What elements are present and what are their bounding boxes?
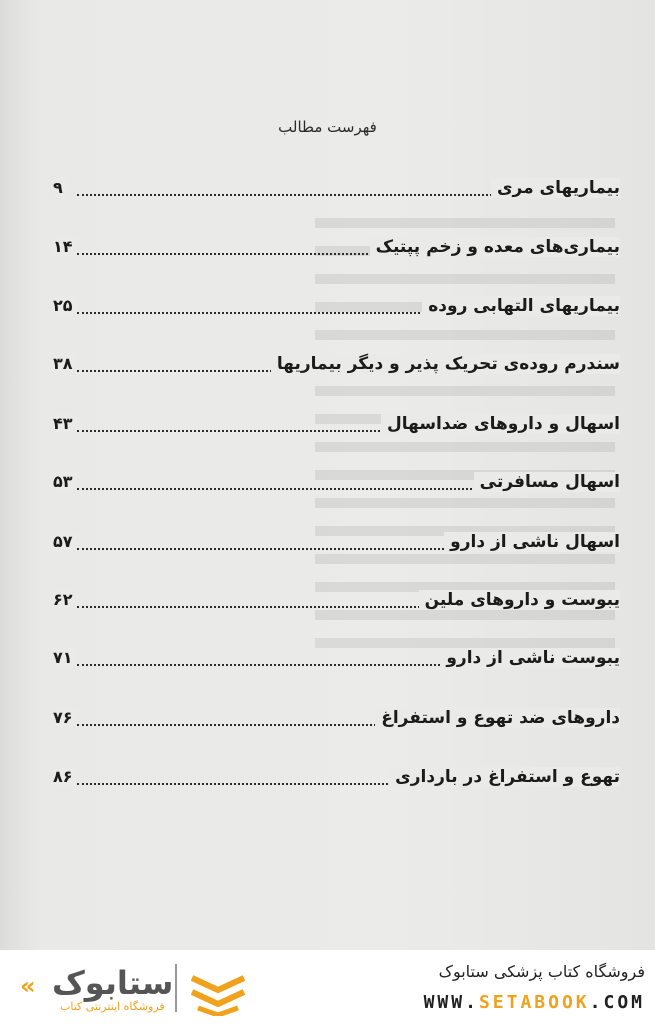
toc-entry-title: اسهال مسافرتی bbox=[474, 472, 620, 492]
toc-entry[interactable] bbox=[55, 696, 620, 732]
toc-entry-page: ۸۶ bbox=[53, 767, 77, 786]
toc-entry[interactable] bbox=[55, 225, 620, 261]
toc-entry-page: ۵۷ bbox=[53, 532, 77, 551]
url-prefix: WWW. bbox=[423, 992, 479, 1013]
toc-entry-page: ۹ bbox=[53, 178, 67, 197]
toc-entry-page: ۷۶ bbox=[53, 708, 77, 727]
store-url[interactable] bbox=[424, 992, 645, 1013]
toc-entry-title: بیماریهای مری bbox=[491, 178, 620, 198]
toc-entry-title: بیماری‌های معده و زخم پپتیک bbox=[370, 237, 620, 257]
book-stack-icon bbox=[188, 972, 248, 1016]
toc-entry-title: یبوست و داروهای ملین bbox=[419, 590, 620, 610]
toc-entry[interactable] bbox=[55, 460, 620, 496]
toc-entry[interactable] bbox=[55, 520, 620, 556]
toc-entry-page: ۱۴ bbox=[53, 237, 77, 256]
toc-entry-title: یبوست ناشی از دارو bbox=[440, 648, 620, 668]
toc-entry-title: داروهای ضد تهوع و استفراغ bbox=[375, 708, 620, 728]
store-name: فروشگاه کتاب پزشکی ستابوک bbox=[438, 962, 645, 981]
toc-entry[interactable] bbox=[55, 578, 620, 614]
toc-entry-title: سندرم روده‌ی تحریک پذیر و دیگر بیماریها bbox=[271, 354, 620, 374]
toc-entry-title: اسهال و داروهای ضداسهال bbox=[381, 414, 620, 434]
toc-entry[interactable] bbox=[55, 342, 620, 378]
logo-tagline: فروشگاه اینترنتی کتاب bbox=[60, 1000, 165, 1013]
double-chevron-icon: « bbox=[20, 972, 36, 1000]
toc-entry-title: بیماریهای التهابی روده bbox=[422, 296, 620, 316]
url-brand: SETABOOK bbox=[478, 992, 590, 1013]
toc-entry[interactable] bbox=[55, 166, 620, 202]
setabook-logo[interactable] bbox=[20, 964, 174, 1020]
toc-title: فهرست مطالب bbox=[278, 118, 377, 136]
toc-entry-title: اسهال ناشی از دارو bbox=[444, 532, 620, 552]
toc-entry[interactable] bbox=[55, 755, 620, 791]
toc-entry-page: ۷۱ bbox=[53, 648, 77, 667]
toc-entry-title: تهوع و استفراغ در بارداری bbox=[389, 767, 620, 787]
logo-divider bbox=[175, 964, 177, 1012]
store-footer bbox=[0, 950, 655, 1024]
toc-entry-page: ۶۲ bbox=[53, 590, 77, 609]
toc-entry[interactable] bbox=[55, 402, 620, 438]
toc-entry[interactable] bbox=[55, 284, 620, 320]
url-suffix: .COM bbox=[589, 992, 645, 1013]
toc-entry-page: ۵۳ bbox=[53, 472, 77, 491]
toc-entry[interactable] bbox=[55, 636, 620, 672]
toc-entry-page: ۳۸ bbox=[53, 354, 77, 373]
toc-entry-page: ۲۵ bbox=[53, 296, 77, 315]
logo-text: ستابوک bbox=[52, 964, 174, 1002]
toc-entry-page: ۴۳ bbox=[53, 414, 77, 433]
